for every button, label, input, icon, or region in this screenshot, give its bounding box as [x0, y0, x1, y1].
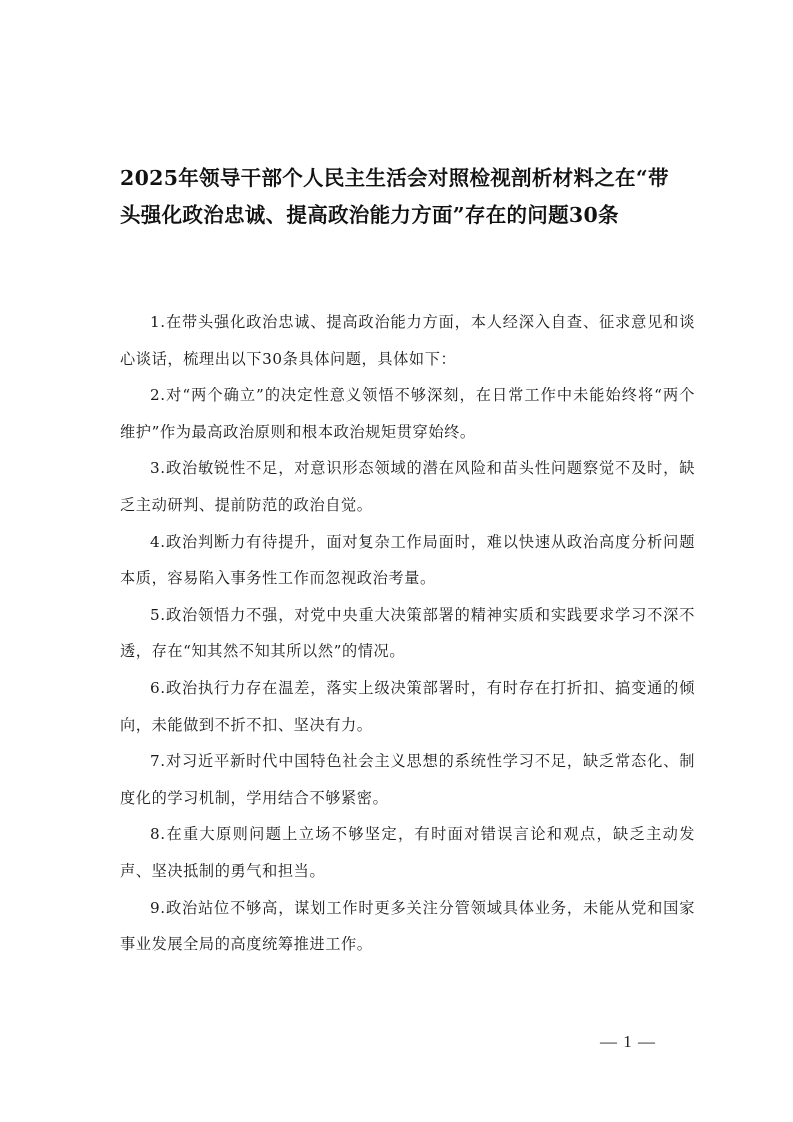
paragraph-8: 8.在重大原则问题上立场不够坚定，有时面对错误言论和观点，缺乏主动发声、坚决抵制的勇气和担当。 [120, 825, 695, 880]
paragraph-6: 6.政治执行力存在温差，落实上级决策部署时，有时存在打折扣、搞变通的倾向，未能做到不折不扣、坚决有力。 [120, 678, 695, 734]
page-number: — 1 — [600, 1032, 656, 1051]
document-title: 2025年领导干部个人民主生活会对照检视剖析材料之在“带头强化政治忠诚、提高政治能力方面”存在的问题30条 [120, 166, 669, 227]
paragraph-9: 9.政治站位不够高，谋划工作时更多关注分管领域具体业务，未能从党和国家事业发展全局的高度统筹推进工作。 [120, 898, 695, 954]
paragraph-4: 4.政治判断力有待提升，面对复杂工作局面时，难以快速从政治高度分析问题本质，容易陷入事务性工作而忽视政治考量。 [120, 532, 695, 588]
paragraph-5: 5.政治领悟力不强，对党中央重大决策部署的精神实质和实践要求学习不深不透，存在“知其然不知其所以然”的情况。 [120, 605, 695, 661]
document-body [120, 304, 695, 963]
paragraph-1: 1.在带头强化政治忠诚、提高政治能力方面，本人经深入自查、征求意见和谈心谈话，梳理出以下30条具体问题，具体如下： [120, 313, 695, 368]
paragraph-7: 7.对习近平新时代中国特色社会主义思想的系统性学习不足，缺乏常态化、制度化的学习机制，学用结合不够紧密。 [120, 752, 695, 807]
paragraph-2: 2.对“两个确立”的决定性意义领悟不够深刻，在日常工作中未能始终将“两个维护”作为最高政治原则和根本政治规矩贯穿始终。 [120, 386, 695, 441]
paragraph-3: 3.政治敏锐性不足，对意识形态领域的潜在风险和苗头性问题察觉不及时，缺乏主动研判、提前防范的政治自觉。 [120, 459, 695, 514]
